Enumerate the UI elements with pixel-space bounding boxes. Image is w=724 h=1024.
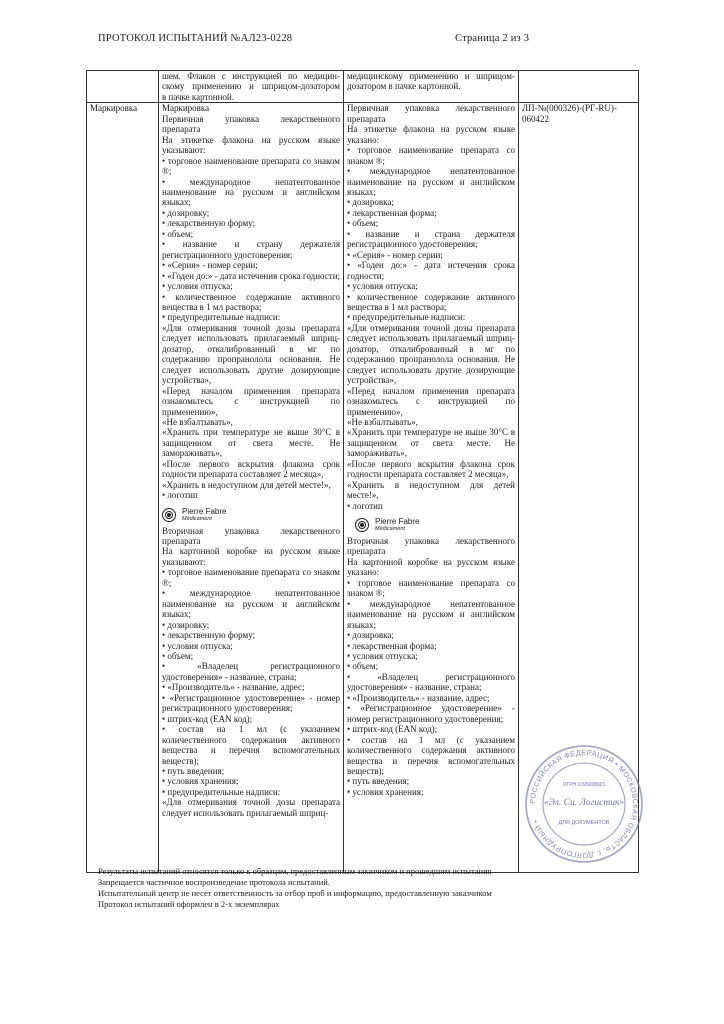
footer-note: Запрещается частичное воспроизведение протокола испытаний. — [98, 877, 330, 887]
footer-note: Результаты испытаний относятся только к образцам, предоставленным заказчиком и прошедшим испытания — [98, 866, 492, 876]
stamp-id-text: ОГРН 1095008001 — [562, 782, 606, 788]
pierre-fabre-logo-icon — [162, 508, 176, 522]
cell-empty — [519, 71, 639, 103]
secondary-pack-requirements: Вторичная упаковка лекарственного препарата На картонной коробке на русском языке указывают: • торговое наименование препарата со знаком ®; • международное непатентованное наименование на русском и английском языках; • дозировку; • лекарственную форму; • условия отпуска; • объем; • «Владелец регистрационного удостоверения» - название, страна; • «Производитель» - название, адрес; • «Регистрационное удостоверение» - номер регистрационного удостоверения; • штрих-код (EAN код); • состав на 1 мл (с указанием количественного содержания активного вещества и перечня вспомогательных веществ); • путь введения; • условия хранения; • предупредительные надписи: «Для отмеривания точной дозы препарата следует использовать прилагаемый шприц- — [162, 525, 340, 818]
marking-label-cell: Маркировка — [87, 103, 159, 873]
pierre-fabre-logo-icon — [355, 518, 369, 532]
pierre-fabre-logo: Pierre Fabre Médicament — [355, 517, 515, 532]
cell-continuation-result: медицинскому применению и шприцом- дозатором в пачке картонной. — [344, 71, 519, 103]
footer-note: Испытательный центр не несет ответственность за отбор проб и информацию, предоставленную заказчиком — [98, 888, 492, 898]
secondary-pack-result: Вторичная упаковка лекарственного препарата На картонной коробке на русском языке указано: • торговое наименование препарата со знаком ®; • международное непатентованное наименование на русском и английском языках; • дозировка; • лекарственная форма; • условия отпуска; • объем; • «Владелец регистрационного удостоверения» - название, страна; • «Производитель» - название, адрес; • «Регистрационное удостоверение» - номер регистрационного удостоверения; • штрих-код (EAN код); • состав на 1 мл (с указанием количественного содержания активного вещества и перечня вспомогательных веществ); • путь введения; • условия хранения; — [347, 536, 515, 797]
marking-requirement-cell — [159, 103, 344, 873]
footer-note: Протокол испытаний оформлен в 2-х экземплярах — [98, 899, 280, 909]
cell-empty — [87, 71, 159, 103]
document-title: ПРОТОКОЛ ИСПЫТАНИЙ №АЛ23-0228 — [98, 33, 293, 44]
stamp-lower-text: ДЛЯ ДОКУМЕНТОВ — [558, 820, 610, 826]
stamp-center-text: «Эл. Си. Логистик» — [543, 798, 625, 808]
stamp-ring-text: РОССИЙСКАЯ ФЕДЕРАЦИЯ • МОСКОВСКАЯ ОБЛАСТЬ, г. ДОЛГОПРУДНЫЙ • — [527, 747, 641, 861]
registration-number-cell: ЛП-№(000326)-(РГ-RU)- 060422 — [519, 103, 639, 873]
page-number: Страница 2 из 3 — [455, 33, 530, 44]
table-row — [87, 71, 639, 103]
primary-pack-requirements: Первичная упаковка лекарственного препарата На этикетке флакона на русском языке указывают: • торговое наименование препарата со знаком ®; • международное непатентованное наименование на русском и английском языках; • дозировку; • лекарственную форму; • объем; • название и страну держателя регистрационного удостоверения; • «Серия» - номер серии; • «Годен до:» - дата истечения срока годности; • условия отпуска; • количественное содержание активного вещества в 1 мл раствора; • предупредительные надписи: «Для отмеривания точной дозы препарата следует использовать прилагаемый шприц-дозатор, откалиброванный в мг по содержанию пропранолола основания. Не следует использовать другие дозирующие устройства», «Перед началом применения препарата ознакомьтесь с инструкцией по применению», «Не взбалтывать», «Хранить при температуре не выше 30°С в защищенном от света месте. Не замораживать», «После первого вскрытия флакона срок годности препарата составляет 2 месяца», «Хранить в недоступном для детей месте!», • логотип — [162, 113, 341, 501]
cell-continuation-requirement: шем. Флакон с инструкцией по медицин- скому применению и шприцом-дозатором в пачке картонной. — [159, 71, 344, 103]
marking-result-cell — [344, 103, 519, 873]
primary-pack-result: Первичная упаковка лекарственного препарата На этикетке флакона на русском языке указано: • торговое наименование препарата со знаком ®; • международное непатентованное наименование на русском и английском языках; • дозировка; • лекарственная форма; • объем; • название и страна держателя регистрационного удостоверения; • «Серия» - номер серии; • «Годен до:» - дата истечения срока годности; • условия отпуска; • количественное содержание активного вещества в 1 мл раствора; • предупредительные надписи: «Для отмеривания точной дозы препарата следует использовать прилагаемый шприц-дозатор, откалиброванный в мг по содержанию пропранолола основания. Не следует использовать другие дозирующие устройства», «Перед началом применения препарата ознакомьтесь с инструкцией по применению», «Не взбалтывать», «Хранить при температуре не выше 30°С в защищенном от света месте. Не замораживать», «После первого вскрытия флакона срок годности препарата составляет 2 месяца», «Хранить в недоступном для детей месте!», • логотип — [347, 103, 515, 511]
marking-heading: Маркировка — [162, 103, 210, 114]
company-stamp — [522, 742, 646, 866]
pierre-fabre-logo: Pierre Fabre Médicament — [162, 507, 340, 522]
